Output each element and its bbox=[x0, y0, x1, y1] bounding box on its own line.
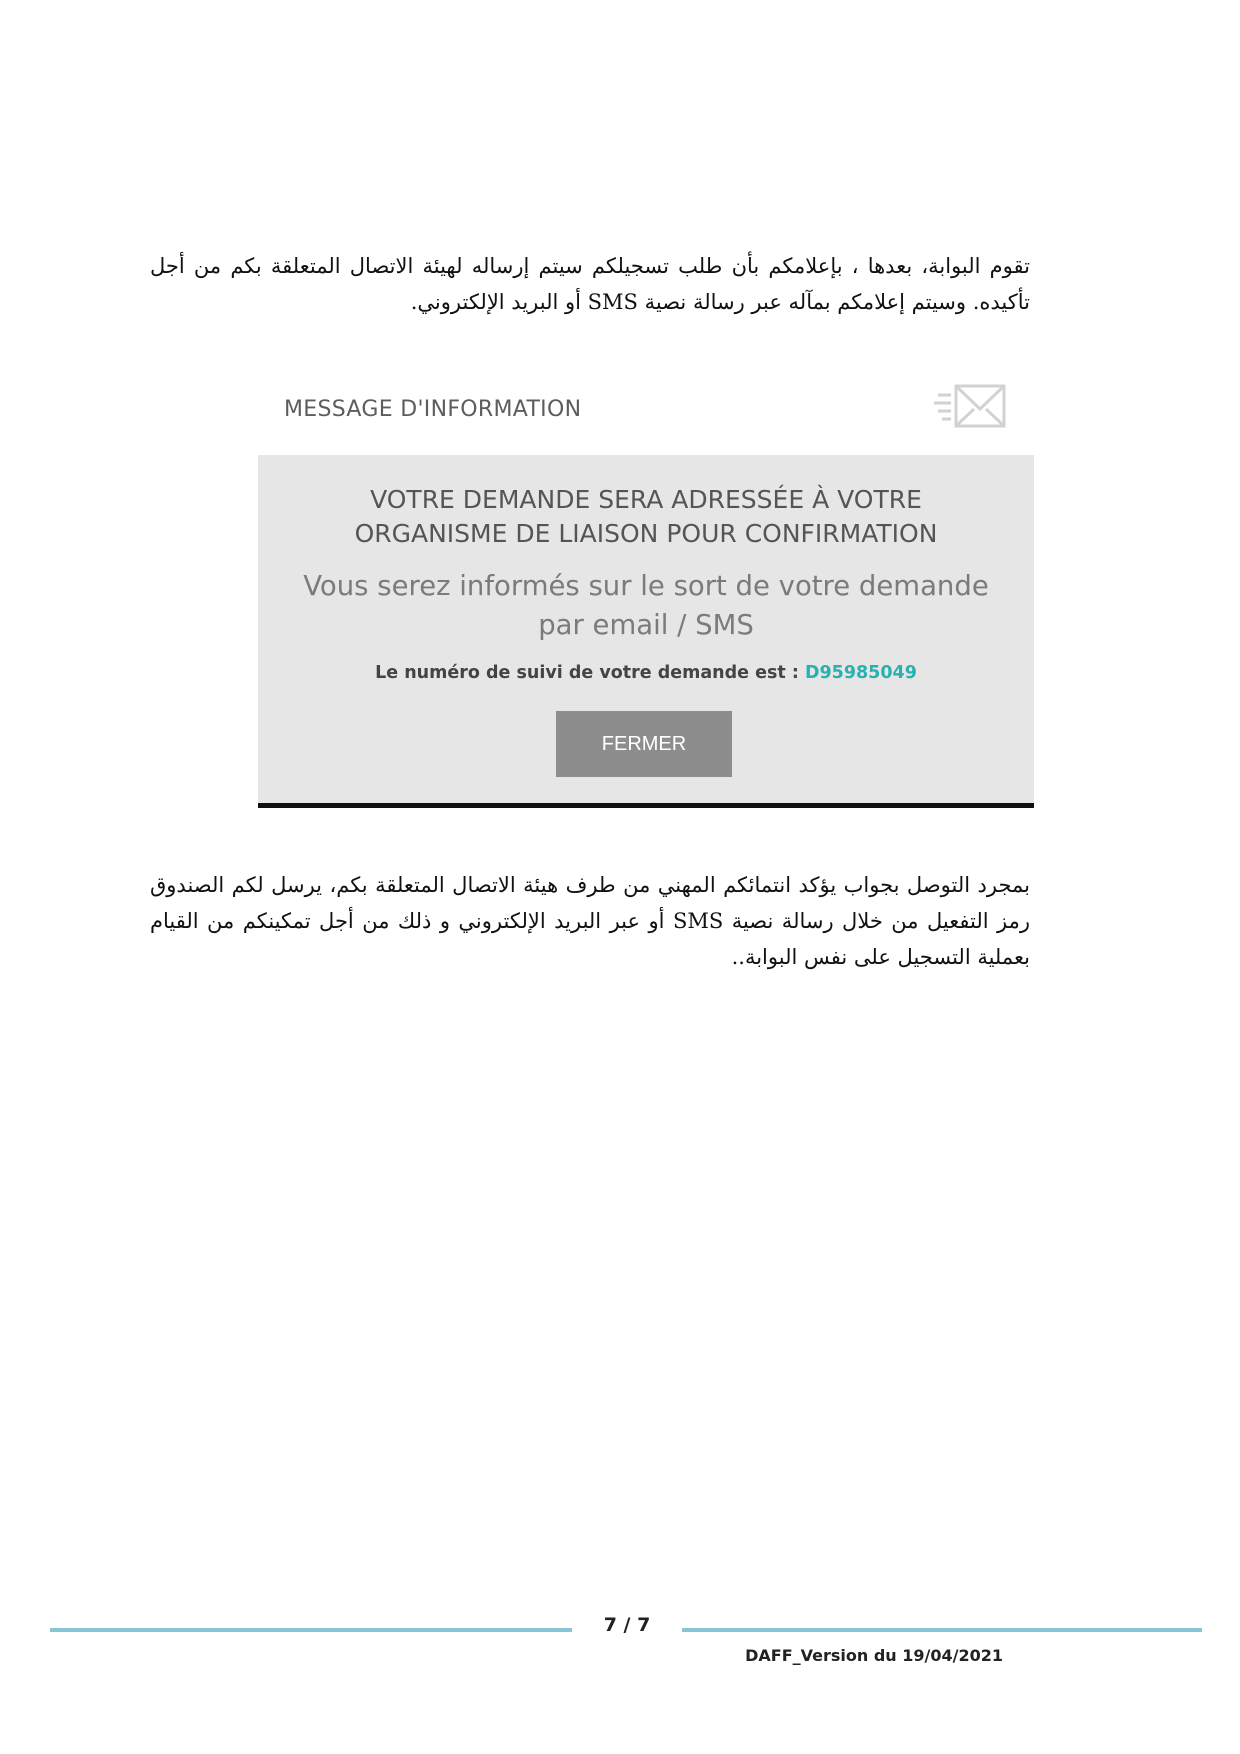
information-dialog bbox=[258, 455, 1034, 808]
paragraph-activation: بمجرد التوصل بجواب يؤكد انتمائكم المهني من طرف هيئة الاتصال المتعلقة بكم، يرسل لكم الصندوق رمز التفعيل من خلال رسالة نصية SMS أو عبر البريد الإلكتروني و ذلك من أجل تمكينكم من القيام بعملية التسجيل على نفس البوابة.. bbox=[150, 873, 1030, 969]
dialog-heading-line: ORGANISME DE LIAISON POUR CONFIRMATION bbox=[354, 519, 938, 548]
dialog-message-line: par email / SMS bbox=[538, 609, 754, 641]
dialog-header bbox=[258, 375, 1038, 445]
dialog-heading-line: VOTRE DEMANDE SERA ADRESSÉE À VOTRE bbox=[370, 485, 922, 514]
document-version: DAFF_Version du 19/04/2021 bbox=[745, 1646, 1003, 1665]
tracking-number: D95985049 bbox=[804, 663, 917, 683]
close-button[interactable]: FERMER bbox=[556, 711, 732, 777]
tracking-info bbox=[258, 663, 1034, 683]
footer-divider bbox=[682, 1628, 1202, 1632]
footer-divider bbox=[50, 1628, 572, 1632]
dialog-title: MESSAGE D'INFORMATION bbox=[284, 397, 582, 422]
dialog-message-line: Vous serez informés sur le sort de votre demande bbox=[303, 570, 989, 602]
dialog-heading bbox=[258, 483, 1034, 551]
tracking-label: Le numéro de suivi de votre demande est : bbox=[375, 663, 805, 683]
paragraph-intro: تقوم البوابة، بعدها ، بإعلامكم بأن طلب تسجيلكم سيتم إرساله لهيئة الاتصال المتعلقة بكم من أجل تأكيده. وسيتم إعلامكم بمآله عبر رسالة نصية SMS أو البريد الإلكتروني. bbox=[150, 254, 1030, 314]
page-number: 7 / 7 bbox=[603, 1614, 651, 1636]
dialog-message bbox=[258, 567, 1034, 645]
envelope-icon bbox=[934, 381, 1008, 433]
